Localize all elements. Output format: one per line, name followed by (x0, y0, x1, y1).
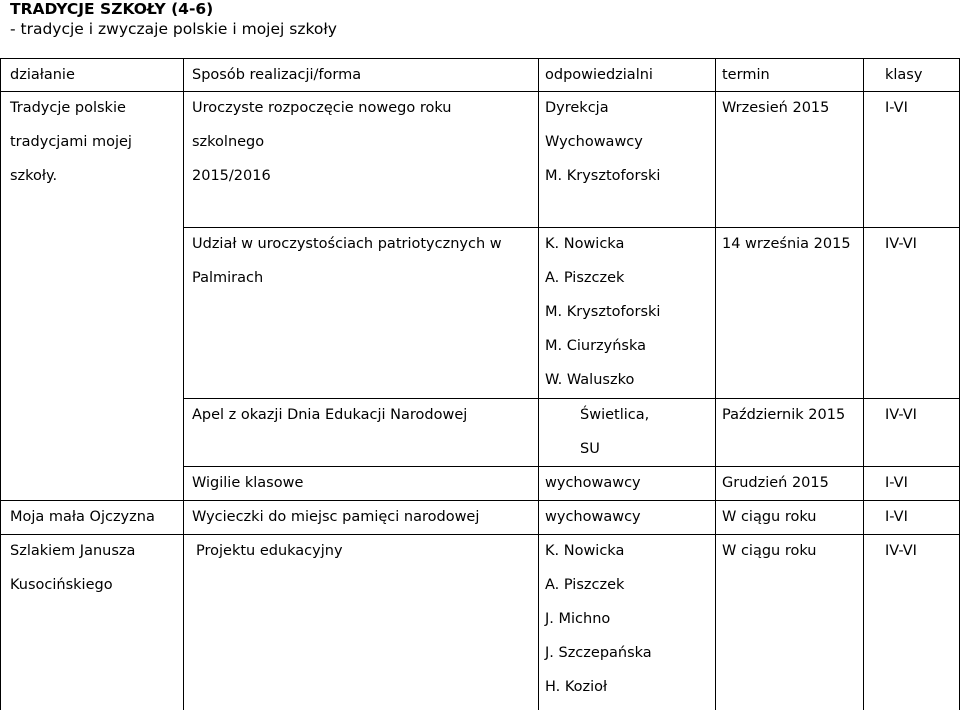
method-cell (192, 398, 467, 432)
responsible-line: A. Piszczek (545, 270, 625, 286)
table-border (715, 58, 716, 710)
responsible-line: SU (580, 441, 600, 457)
activity-line: Kusocińskiego (10, 577, 113, 593)
table-border (538, 58, 539, 710)
method-line: Palmirach (192, 270, 264, 286)
method-cell (192, 227, 502, 295)
header-method: Sposób realizacji/forma (192, 67, 362, 83)
method-cell: Wycieczki do miejsc pamięci narodowej (192, 509, 480, 525)
classes-cell: I-VI (885, 475, 908, 491)
classes-cell: IV-VI (885, 407, 917, 423)
method-line: Apel z okazji Dnia Edukacji Narodowej (192, 407, 468, 423)
responsible-line: Świetlica, (580, 407, 650, 423)
responsible-line: M. Krysztoforski (545, 304, 661, 320)
responsible-line: H. Kozioł (545, 679, 608, 695)
responsible-cell (545, 227, 660, 397)
responsible-line: M. Krysztoforski (545, 168, 661, 184)
responsible-line: J. Szczepańska (545, 645, 652, 661)
responsible-cell: wychowawcy (545, 475, 641, 491)
table-row (10, 91, 132, 193)
header-activity: działanie (10, 67, 75, 83)
activity-line: szkoły. (10, 168, 58, 184)
responsible-line: K. Nowicka (545, 543, 625, 559)
date-cell: W ciągu roku (722, 543, 817, 559)
activity-cell (10, 534, 135, 602)
activity-line: Szlakiem Janusza (10, 543, 136, 559)
activity-line: tradycjami mojej (10, 134, 132, 150)
method-cell: Projektu edukacyjny (196, 543, 343, 559)
date-cell: Grudzień 2015 (722, 475, 829, 491)
header-date: termin (722, 67, 770, 83)
responsible-cell (545, 534, 652, 704)
table-border (863, 58, 864, 710)
activity-line: Tradycje polskie (10, 100, 126, 116)
method-cell: Wigilie klasowe (192, 475, 304, 491)
responsible-line: Wychowawcy (545, 134, 643, 150)
table-border (0, 58, 1, 710)
activity-cell: Moja mała Ojczyzna (10, 509, 155, 525)
method-line: Udział w uroczystościach patriotycznych w (192, 236, 502, 252)
header-classes: klasy (885, 67, 923, 83)
table-border (0, 58, 960, 59)
responsible-line: K. Nowicka (545, 236, 625, 252)
classes-cell: I-VI (885, 100, 908, 116)
header-responsible: odpowiedzialni (545, 67, 653, 83)
classes-cell: IV-VI (885, 236, 917, 252)
method-line: szkolnego (192, 134, 265, 150)
date-cell: W ciągu roku (722, 509, 817, 525)
date-cell: 14 września 2015 (722, 236, 851, 252)
date-cell: Październik 2015 (722, 407, 846, 423)
classes-cell: IV-VI (885, 543, 917, 559)
responsible-cell (545, 91, 660, 193)
document-subtitle: - tradycje i zwyczaje polskie i mojej szkoły (10, 20, 337, 38)
responsible-cell: wychowawcy (545, 509, 641, 525)
document-title: TRADYCJE SZKOŁY (4-6) (10, 0, 214, 18)
method-line: Uroczyste rozpoczęcie nowego roku (192, 100, 452, 116)
responsible-line: J. Michno (545, 611, 611, 627)
responsible-line: Dyrekcja (545, 100, 609, 116)
responsible-line: W. Waluszko (545, 372, 635, 388)
method-cell (192, 91, 451, 193)
responsible-line: M. Ciurzyńska (545, 338, 646, 354)
method-line: 2015/2016 (192, 168, 271, 184)
table-border (183, 58, 184, 710)
responsible-line: A. Piszczek (545, 577, 625, 593)
classes-cell: I-VI (885, 509, 908, 525)
date-cell: Wrzesień 2015 (722, 100, 830, 116)
responsible-cell (580, 398, 649, 466)
